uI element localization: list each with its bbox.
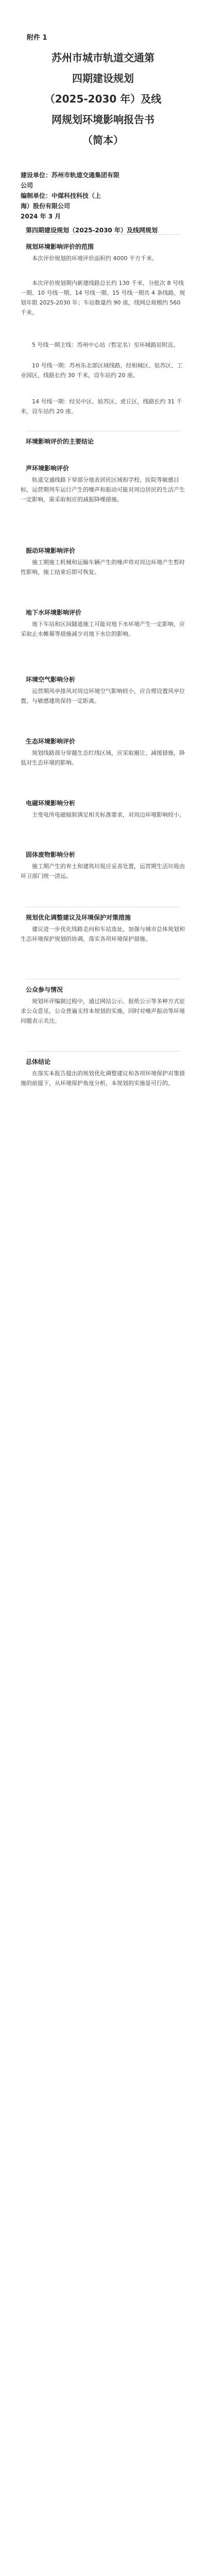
meta-block <box>21 170 191 222</box>
paragraph: 施工期施工机械和运输车辆产生的噪声将对周边环境产生暂时性影响，施工结束后即可恢复。 <box>21 559 185 575</box>
paragraph: 规划环评编制过程中，通过网站公示、报纸公示等多种方式征求公众意见，公众普遍支持本规划的实施，同时对噪声振动等环境问题表示关注。 <box>21 998 185 1024</box>
paragraph: 建议进一步优化线路走向和车站选址，加强与城市总体规划和生态环境保护规划的协调，落实各项环境保护措施。 <box>21 926 185 942</box>
paragraph: 轨道交通线路下穿部分地表居民区域和学校、医院等敏感目标，运营期列车运行产生的噪声和振动可能对周边居民的生活产生一定影响，需采取相应的减振降噪措施。 <box>21 477 185 503</box>
paragraph: 本次评价规划期内新建线路总长约 130 千米，分批次 8 号线一期、10 号线一期、14 号线一期、15 号线一期共 4 条线路，规划年限 2025-2030 年；车站数量约 90 座，线网总规模约 560 千米。 <box>21 280 185 316</box>
builder-label: 建设单位：苏州市轨道交通集团有限 <box>21 172 120 179</box>
env-section-groundwater: 地下水环境影响评价 <box>26 609 82 616</box>
paragraph: 在落实本报告提出的规划优化调整建议和各项环境保护对策措施的前提下，从环境保护角度分析，本规划的实施是可行的。 <box>21 1070 185 1087</box>
preparer-label: 编制单位：中煤科技科技（上 <box>21 192 101 199</box>
paragraph: 5 号线一期主线：苏州中心站（暂定名）至环城路站附近。 <box>32 342 179 348</box>
report-date: 2024 年 3 月 <box>21 213 61 220</box>
section-title-plan: 第四期建设规划（2025-2030 年）及线网规划 <box>26 227 158 234</box>
env-section-air: 环境空气影响分析 <box>26 676 76 683</box>
section-title-conclusions: 环境影响评价的主要结论 <box>26 438 94 445</box>
title-line-3: （2025-2030 年）及线 <box>44 93 162 105</box>
paragraph: 主变电所电磁辐射满足相关标准要求，对周边环境影响较小。 <box>32 811 185 818</box>
divider <box>26 1051 180 1052</box>
title-line-5: （简本） <box>82 134 124 146</box>
paragraph: 运营期风亭排风对周边环境空气影响较小，应合理设置风亭位置，与敏感建筑保持一定距离。 <box>21 688 185 704</box>
paragraph: 施工期产生的弃土和建筑垃圾应妥善处置，运营期生活垃圾由环卫部门统一清运。 <box>21 863 185 879</box>
section-title-scope: 规划环境影响评价的范围 <box>26 243 94 250</box>
env-section-ecology: 生态环境影响评价 <box>26 738 76 745</box>
paragraph: 地下车站和区间隧道施工可能对地下水环境产生一定影响，应采取止水帷幕等措施减少对地下水位的影响。 <box>21 621 185 637</box>
section-title-conclusion: 总体结论 <box>26 1058 51 1065</box>
divider <box>26 234 180 235</box>
paragraph: 本次评价规划的环境评价面积约 4000 平方千米。 <box>32 255 158 262</box>
env-section-waste: 固体废物影响分析 <box>26 851 76 858</box>
paragraph: 10 号线一期：苏州东北部区域线路，经相城区、姑苏区、工业园区，线路长约 30 千米，设车站约 20 座。 <box>21 362 183 379</box>
builder-label-cont: 公司 <box>21 182 33 189</box>
preparer-label-cont: 海）股份有限公司 <box>21 202 71 210</box>
env-section-measures: 规划优化调整建议及环境保护对策措施 <box>26 914 131 921</box>
section-title-public: 公众参与情况 <box>26 986 63 993</box>
paragraph: 14 号线一期：经吴中区、姑苏区、虎丘区，线路长约 31 千米，设车站约 20 座。 <box>21 398 182 415</box>
env-section-noise: 声环境影响评价 <box>26 465 70 472</box>
attachment-label: 附件 1 <box>27 34 47 42</box>
env-section-emf: 电磁环境影响分析 <box>26 800 76 807</box>
env-section-vibration: 振动环境影响评价 <box>26 547 76 554</box>
paragraph: 规划线路部分穿越生态红线区域，应采取避让、减缓措施，降低对生态环境的影响。 <box>21 750 185 766</box>
title-line-2: 四期建设规划 <box>72 72 134 84</box>
title-line-1: 苏州市城市轨道交通第 <box>52 52 154 64</box>
title-line-4: 网规划环境影响报告书 <box>52 113 154 126</box>
